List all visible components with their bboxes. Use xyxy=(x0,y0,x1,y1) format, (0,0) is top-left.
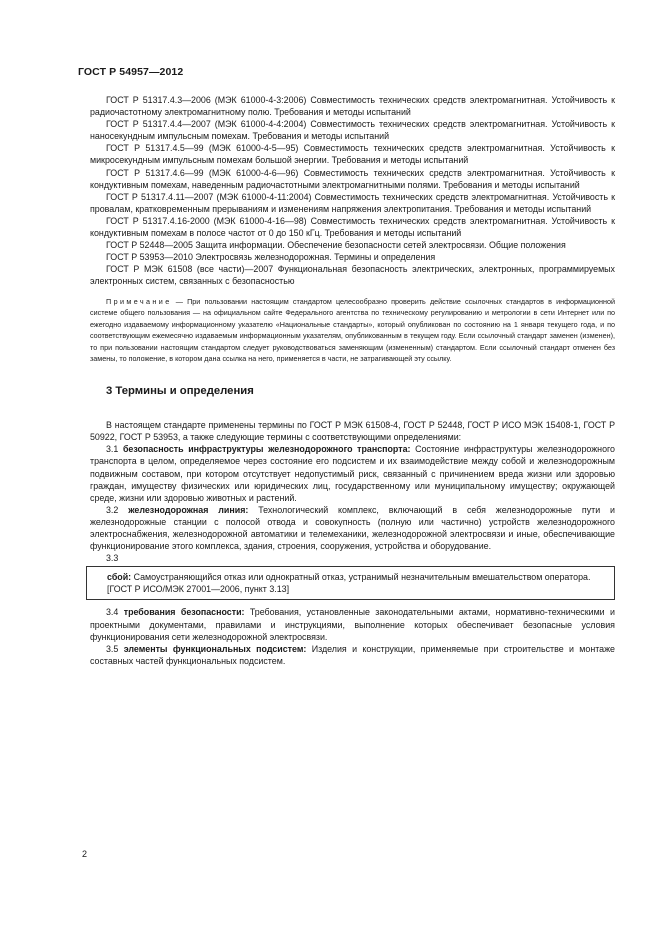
term-number: 3.4 xyxy=(106,607,124,618)
term-3-3-number: 3.3 xyxy=(106,553,119,564)
note-paragraph xyxy=(90,296,615,366)
section-heading: 3 Термины и определения xyxy=(106,385,254,398)
reference-item: ГОСТ Р 53953—2010 Электросвязь железнодорожная. Термины и определения xyxy=(106,252,436,263)
reference-item: ГОСТ Р 51317.4.3—2006 (МЭК 61000-4-3:2006) Совместимость технических средств электромагнитная. Устойчивость к радиочастотному электромагнитному полю. Требования и методы испытаний xyxy=(90,95,615,118)
page-number: 2 xyxy=(82,849,88,859)
term-definition: Технологический комплекс, включающий в себя железнодорожные пути и железнодорожные станции с полосой отвода и совокупность (полную или частично) устройств железнодорожного электроснабжения, железнодорожной автоматики и телемеханики, железнодорожной электросвязи и иные, обеспечивающие функционирование этого комплекса, здания, строения, сооружения, устройства и оборудование. xyxy=(90,504,615,552)
term-definition: Состояние инфраструктуры железнодорожного транспорта в целом, определяемое через состояние его подсистем и их взаимодействие между собой и железнодорожным подвижным составом, при котором отсутствует недопустимый риск, связанный с причинением вреда жизни или здоровью граждан, имуществу физических или юридических лиц, государственному или муниципальному имуществу; окружающей среде, жизни или здоровью животных и растений. xyxy=(90,444,615,503)
reference-item: ГОСТ Р 51317.4.5—99 (МЭК 61000-4-5—95) Совместимость технических средств электромагнитная. Устойчивость к микросекундным импульсным помехам большой энергии. Требования и методы испытаний xyxy=(90,143,615,166)
document-header: ГОСТ Р 54957—2012 xyxy=(78,66,184,78)
term-name: элементы функциональных подсистем: xyxy=(123,643,307,654)
term-3-1 xyxy=(90,443,615,503)
term-name: требования безопасности: xyxy=(123,607,245,618)
note-text: — При пользовании настоящим стандартом целесообразно проверить действие ссылочных стандартов в информационной системе общего пользования — на официальном сайте Федерального агентства по техническому регулированию и метрологии в сети Интернет или по ежегодно издаваемому информационному указателю «Национальные стандарты», который опубликован по состоянию на 1 января текущего года, и по соответствующим ежемесячно издаваемым информационным указателям, опубликованным в текущем году. Если ссылочный стандарт заменен (изменен), то при пользовании настоящим стандартом следует руководствоваться заменяющим (измененным) стандартом. Если ссылочный стандарт отменен без замены, то положение, в котором дана ссылка на него, применяется в части, не затрагивающей эту ссылку. xyxy=(90,296,615,364)
document-body xyxy=(90,94,615,667)
term-definition: Изделия и конструкции, применяемые при строительстве и монтаже составных частей функциональных подсистем. xyxy=(90,643,615,666)
term-number: 3.2 xyxy=(106,504,129,515)
section-intro: В настоящем стандарте применены термины по ГОСТ Р МЭК 61508-4, ГОСТ Р 52448, ГОСТ Р ИСО МЭК 15408-1, ГОСТ Р 50922, ГОСТ Р 53953, а также следующие термины с соответствующими определениями: xyxy=(90,420,615,443)
reference-item: ГОСТ Р 52448—2005 Защита информации. Обеспечение безопасности сетей электросвязи. Общие положения xyxy=(106,240,566,251)
term-3-4 xyxy=(90,606,615,642)
term-3-3-box xyxy=(86,566,615,600)
reference-item: ГОСТ Р 51317.4.6—99 (МЭК 61000-4-6—96) Совместимость технических средств электромагнитная. Устойчивость к кондуктивным помехам, наведенным радиочастотными электромагнитными полями. Требования и методы испытаний xyxy=(90,167,615,190)
term-name: сбой: xyxy=(107,572,132,583)
term-number: 3.5 xyxy=(106,643,124,654)
reference-item: ГОСТ Р 51317.4.11—2007 (МЭК 61000-4-11:2004) Совместимость технических средств электромагнитная. Устойчивость к провалам, кратковременным прерываниям и изменениям напряжения электропитания. Требования и методы испытаний xyxy=(90,191,615,214)
reference-item: ГОСТ Р МЭК 61508 (все части)—2007 Функциональная безопасность электрических, электронных, программируемых электронных систем, связанных с безопасностью xyxy=(90,264,615,287)
term-3-5 xyxy=(90,643,615,667)
term-source: [ГОСТ Р ИСО/МЭК 27001—2006, пункт 3.13] xyxy=(107,584,290,595)
term-3-3 xyxy=(91,571,610,583)
term-name: безопасность инфраструктуры железнодорожного транспорта: xyxy=(122,444,411,455)
term-name: железнодорожная линия: xyxy=(128,504,249,515)
note-label: Примечание xyxy=(106,296,172,306)
reference-item: ГОСТ Р 51317.4.4—2007 (МЭК 61000-4-4:2004) Совместимость технических средств электромагнитная. Устойчивость к наносекундным импульсным помехам. Требования и методы испытаний xyxy=(90,119,615,142)
term-definition: Требования, установленные законодательными актами, нормативно-техническими и проектными документами, правилами и инструкциями, выполнение которых обеспечивает безопасные условия функционирования сети железнодорожной электросвязи. xyxy=(90,607,615,642)
reference-item: ГОСТ Р 51317.4.16-2000 (МЭК 61000-4-16—98) Совместимость технических средств электромагнитная. Устойчивость к кондуктивным помехам в полосе частот от 0 до 150 кГц. Требования и методы испытаний xyxy=(90,215,615,239)
term-3-2 xyxy=(90,504,615,552)
term-definition: Самоустраняющийся отказ или однократный отказ, устранимый незначительным вмешательством оператора. xyxy=(131,572,591,583)
term-number: 3.1 xyxy=(106,444,123,455)
